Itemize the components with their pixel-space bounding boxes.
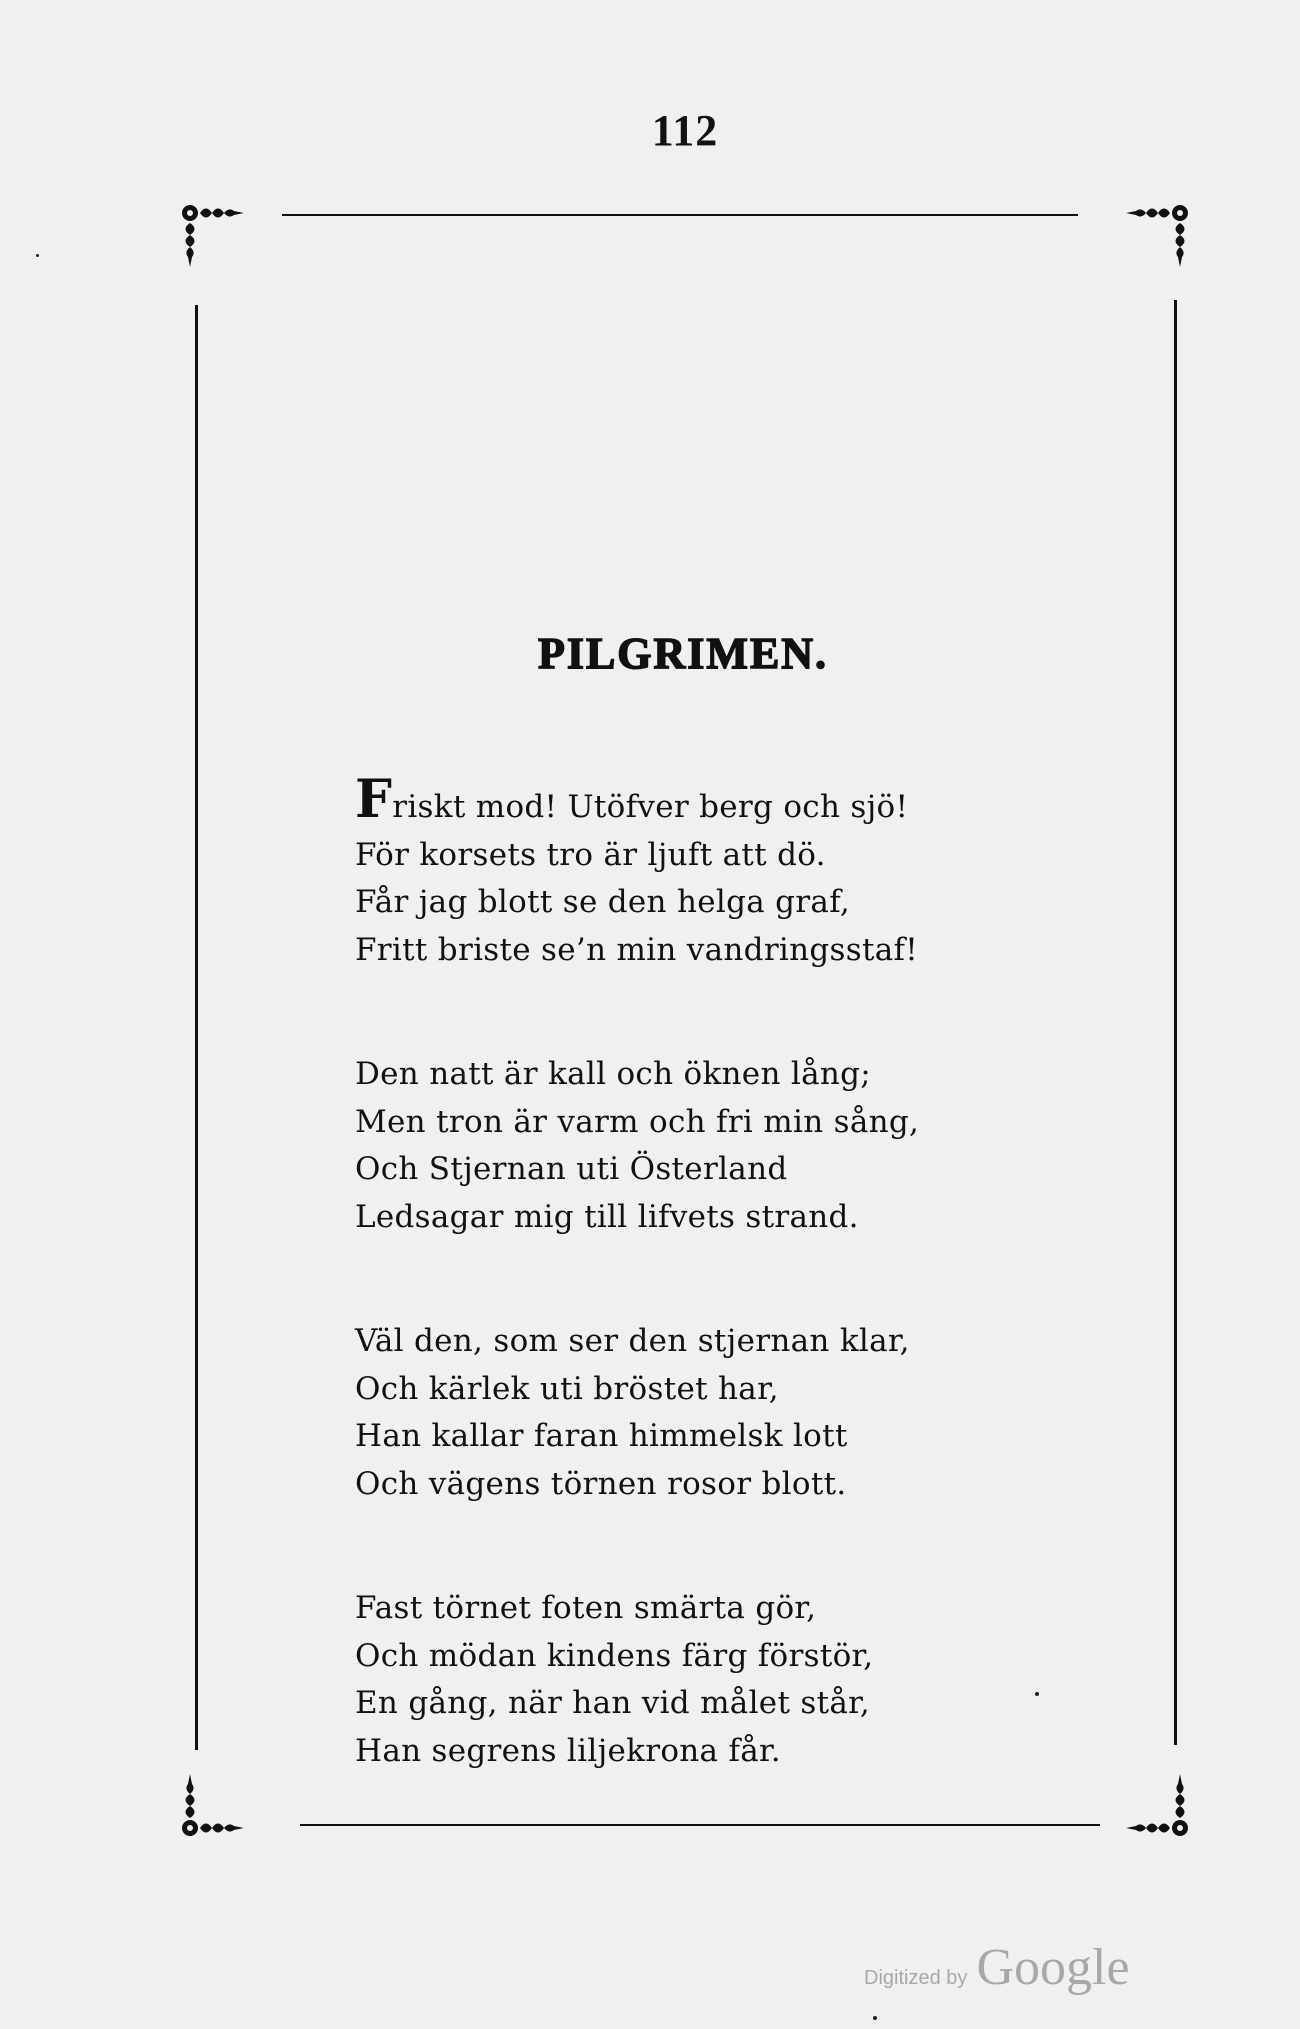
speck — [36, 254, 39, 257]
speck — [1035, 1692, 1039, 1696]
verse-line: Fast törnet foten smärta gör, — [355, 1590, 817, 1626]
watermark-brand: Google — [976, 1939, 1130, 1996]
verse-line: Och Stjernan uti Österland — [355, 1151, 788, 1187]
verse-line: En gång, när han vid målet står, — [355, 1685, 870, 1721]
verse-line: Får jag blott se den helga graf, — [355, 884, 851, 920]
verse-line: Väl den, som ser den stjernan klar, — [355, 1323, 910, 1359]
verse-line: Och vägens törnen rosor blott. — [355, 1465, 847, 1502]
verse-line: Han kallar faran himmelsk lott — [355, 1418, 848, 1454]
watermark-prefix: Digitized by — [864, 1967, 968, 1989]
stanza — [355, 1051, 975, 1241]
speck — [873, 2016, 877, 2020]
verse-line: Fritt briste se’n min vandringsstaf! — [355, 931, 919, 968]
corner-ornament-icon — [1082, 1733, 1192, 1843]
verse-line — [355, 769, 975, 832]
corner-ornament-icon — [1082, 198, 1192, 308]
verse-text: riskt mod! Utöfver berg och sjö! — [392, 789, 909, 825]
poem-title: PILGRIMEN. — [537, 629, 829, 678]
stanza — [355, 1318, 975, 1508]
drop-cap: F — [355, 769, 393, 830]
verse-line: Den natt är kall och öknen lång; — [355, 1056, 872, 1092]
poem-body — [355, 769, 975, 1852]
stanza — [355, 769, 975, 974]
frame-left-rule — [195, 305, 198, 1750]
corner-ornament-icon — [178, 1733, 288, 1843]
verse-line: Och kärlek uti bröstet har, — [355, 1370, 779, 1407]
frame-right-rule — [1174, 300, 1177, 1745]
corner-ornament-icon — [178, 198, 288, 308]
verse-line: Ledsagar mig till lifvets strand. — [355, 1198, 859, 1235]
verse-line: Och mödan kindens färg förstör, — [355, 1637, 874, 1674]
page-number: 112 — [651, 106, 719, 155]
verse-line: Men tron är varm och fri min sång, — [355, 1103, 920, 1140]
verse-line: För korsets tro är ljuft att dö. — [355, 836, 826, 873]
verse-line: Han segrens liljekrona får. — [355, 1732, 781, 1769]
stanza — [355, 1585, 975, 1775]
digitized-watermark — [864, 1938, 1130, 1997]
frame-top-rule — [282, 214, 1078, 216]
